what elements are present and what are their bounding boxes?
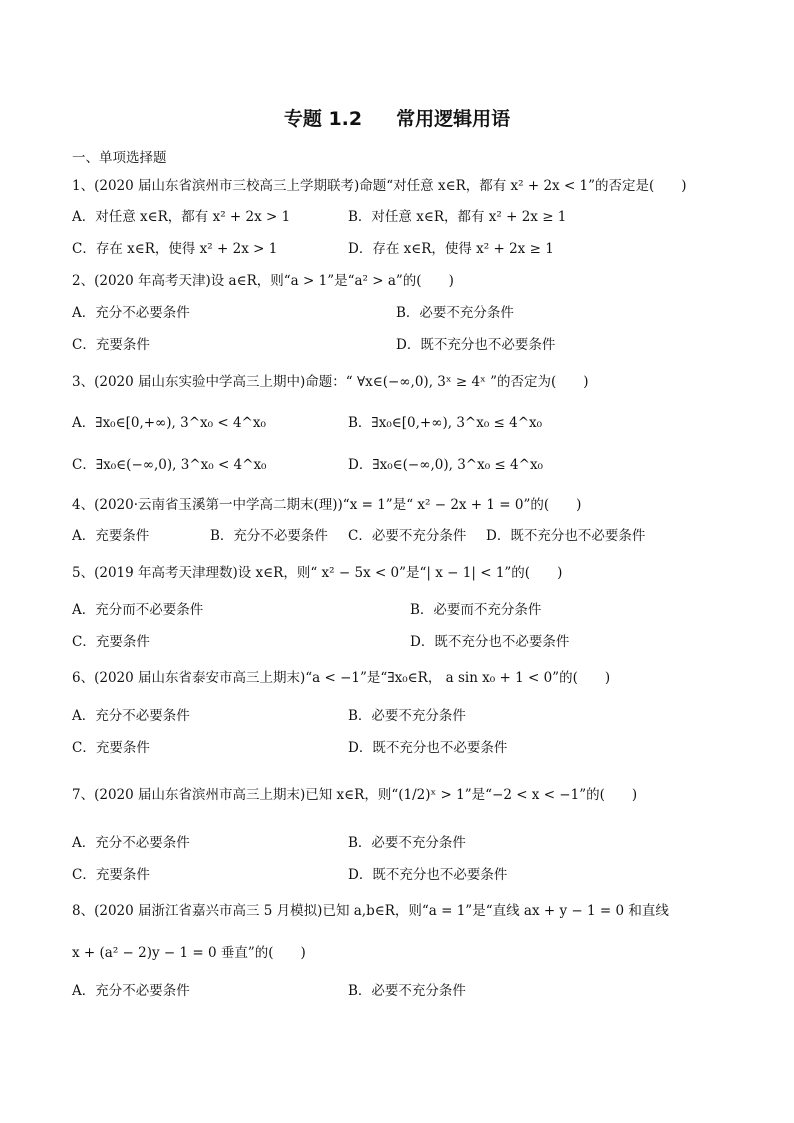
question-1-stem: 1、(2020 届山东省滨州市三校高三上学期联考)命题“对任意 x∈R，都有 x² + 2x < 1”的否定是( ) bbox=[72, 178, 687, 194]
question-4-option-b: B．充分不必要条件 bbox=[210, 528, 328, 544]
question-2-option-b: B．必要不充分条件 bbox=[396, 305, 514, 321]
question-3-option-d: D．∃x₀∈(−∞,0), 3^x₀ ≤ 4^x₀ bbox=[348, 457, 543, 473]
question-7-stem: 7、(2020 届山东省滨州市高三上期末)已知 x∈R，则“(1/2)ˣ > 1”是“−2 < x < −1”的( ) bbox=[72, 787, 638, 803]
question-4-option-a: A．充要条件 bbox=[72, 528, 150, 544]
question-2-stem: 2、(2020 年高考天津)设 a∈R，则“a > 1”是“a² > a”的( ) bbox=[72, 273, 454, 289]
question-6-option-d: D．既不充分也不必要条件 bbox=[348, 740, 508, 756]
question-5-option-a: A．充分而不必要条件 bbox=[72, 602, 204, 618]
question-7-option-b: B．必要不充分条件 bbox=[348, 835, 466, 851]
title-topic-name: 常用逻辑用语 bbox=[396, 108, 511, 130]
question-6-option-c: C．充要条件 bbox=[72, 740, 150, 756]
question-4-stem: 4、(2020·云南省玉溪第一中学高二期末(理))“x = 1”是“ x² − 2x + 1 = 0”的( ) bbox=[72, 497, 582, 513]
question-2-option-d: D．既不充分也不必要条件 bbox=[396, 337, 556, 353]
question-1-option-c: C．存在 x∈R，使得 x² + 2x > 1 bbox=[72, 241, 278, 257]
question-3-option-c: C．∃x₀∈(−∞,0), 3^x₀ < 4^x₀ bbox=[72, 457, 267, 473]
question-8-option-a: A．充分不必要条件 bbox=[72, 983, 190, 999]
question-3-stem: 3、(2020 届山东实验中学高三上期中)命题：“ ∀x∈(−∞,0), 3ˣ ≥ 4ˣ ”的否定为( ) bbox=[72, 374, 589, 390]
question-8-stem-continued: x + (a² − 2)y − 1 = 0 垂直”的( ) bbox=[72, 945, 306, 961]
question-1-option-b: B．对任意 x∈R，都有 x² + 2x ≥ 1 bbox=[348, 209, 567, 225]
question-2-option-a: A．充分不必要条件 bbox=[72, 305, 190, 321]
question-2-option-c: C．充要条件 bbox=[72, 337, 150, 353]
page-title bbox=[0, 104, 794, 131]
question-7-option-d: D．既不充分也不必要条件 bbox=[348, 867, 508, 883]
question-7-option-a: A．充分不必要条件 bbox=[72, 835, 190, 851]
question-6-option-b: B．必要不充分条件 bbox=[348, 708, 466, 724]
section-heading: 一、单项选择题 bbox=[72, 150, 167, 166]
question-8-stem: 8、(2020 届浙江省嘉兴市高三 5 月模拟)已知 a,b∈R，则“a = 1”是“直线 ax + y − 1 = 0 和直线 bbox=[72, 903, 669, 919]
question-7-option-c: C．充要条件 bbox=[72, 867, 150, 883]
question-5-option-b: B．必要而不充分条件 bbox=[410, 602, 542, 618]
question-5-stem: 5、(2019 年高考天津理数)设 x∈R，则“ x² − 5x < 0”是“| x − 1| < 1”的( ) bbox=[72, 565, 563, 581]
question-1-option-a: A．对任意 x∈R，都有 x² + 2x > 1 bbox=[72, 209, 291, 225]
question-4-option-d: D．既不充分也不必要条件 bbox=[486, 528, 646, 544]
question-3-option-b: B．∃x₀∈[0,+∞), 3^x₀ ≤ 4^x₀ bbox=[348, 415, 543, 431]
title-topic-number: 专题 1.2 bbox=[283, 108, 363, 130]
question-6-option-a: A．充分不必要条件 bbox=[72, 708, 190, 724]
question-3-option-a: A．∃x₀∈[0,+∞), 3^x₀ < 4^x₀ bbox=[72, 415, 266, 431]
question-8-option-b: B．必要不充分条件 bbox=[348, 983, 466, 999]
question-5-option-c: C．充要条件 bbox=[72, 634, 150, 650]
question-4-option-c: C．必要不充分条件 bbox=[348, 528, 467, 544]
question-5-option-d: D．既不充分也不必要条件 bbox=[410, 634, 570, 650]
question-1-option-d: D．存在 x∈R，使得 x² + 2x ≥ 1 bbox=[348, 241, 554, 257]
question-6-stem: 6、(2020 届山东省泰安市高三上期末)“a < −1”是“∃x₀∈R， a sin x₀ + 1 < 0”的( ) bbox=[72, 670, 611, 686]
